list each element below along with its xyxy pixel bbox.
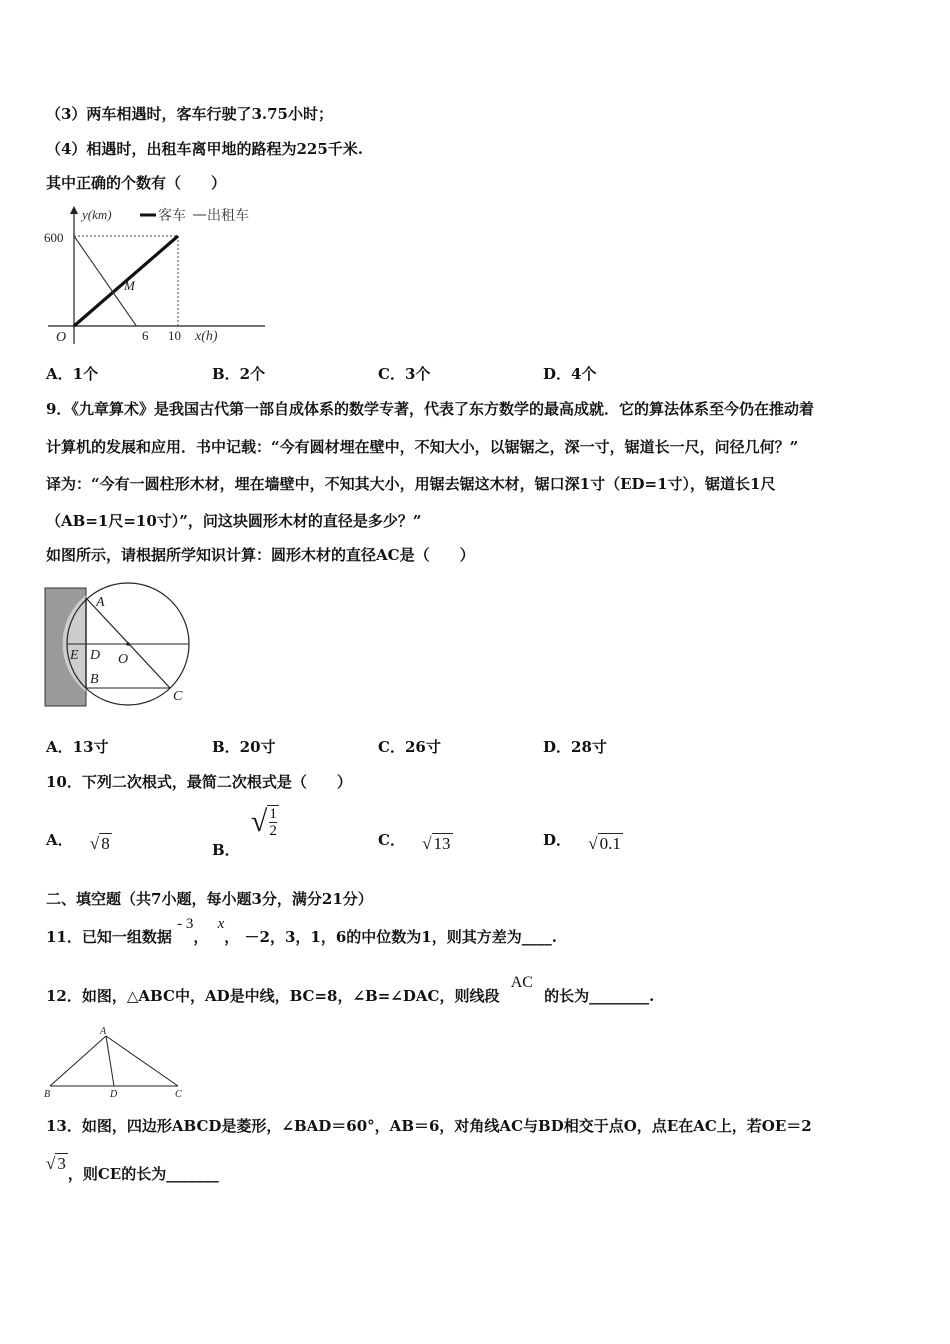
q11-sep-1: ， [193, 928, 209, 946]
q11-sep-2: ， [224, 928, 240, 946]
q11-suffix: －2，3，1，6的中位数为1，则其方差为____. [244, 928, 557, 946]
q13-suffix: ，则CE的长为_______ [67, 1165, 219, 1183]
median-ad [106, 1036, 114, 1086]
q8-option-b[interactable]: B．2个 [212, 365, 266, 383]
sqrt-fraction-expression: √ $\frac{1}{2}$ [250, 805, 277, 839]
chart-x-label: x(h) [195, 329, 218, 344]
label-o: O [118, 652, 129, 667]
radicand: 13 [433, 834, 451, 853]
chart-x-tick-6: 6 [142, 328, 149, 343]
sqrt-expression: √ 8 [89, 834, 110, 853]
sqrt-expression: √ 0.1 [588, 834, 621, 853]
q11-value-1: - 3 [177, 916, 194, 932]
label-b: B [44, 1089, 51, 1100]
q8-line-chart [40, 204, 270, 349]
chart-x-tick-10: 10 [168, 328, 181, 343]
q12-text [46, 974, 655, 1006]
q9-option-b[interactable]: B．20寸 [212, 738, 276, 756]
radicand: 8 [101, 834, 110, 853]
label-b: B [90, 672, 99, 687]
q9-text-line-3: 译为：“今有一圆柱形木材，埋在墙壁中，不知其大小，用锯去锯这木材，锯口深1寸（ED=1寸），锯道长1尺 [46, 475, 776, 493]
label-d: D [110, 1089, 118, 1100]
q12-suffix: 的长为________. [544, 987, 655, 1005]
q10-option-a[interactable] [46, 829, 112, 853]
q11-prefix: 11．已知一组数据 [46, 928, 172, 946]
label-e: E [70, 648, 79, 663]
chart-y-label: y(km) [82, 207, 112, 222]
option-label: C． [378, 831, 405, 849]
side-ab [50, 1036, 106, 1086]
chart-origin-label: O [56, 330, 67, 345]
q9-option-c[interactable]: C．26寸 [378, 738, 441, 756]
q9-option-d[interactable]: D．28寸 [543, 738, 607, 756]
q8-item-3: （3）两车相遇时，客车行驶了3.75小时； [46, 105, 333, 123]
label-a: A [100, 1026, 107, 1037]
label-d: D [90, 648, 101, 663]
option-label: B． [212, 841, 240, 859]
q12-prefix: 12．如图，△ABC中，AD是中线，BC=8，∠B=∠DAC，则线段 [46, 987, 500, 1005]
q11-text [46, 916, 557, 947]
q8-option-d[interactable]: D．4个 [543, 365, 597, 383]
chart-y-arrow [70, 206, 78, 214]
q12-segment: AC [510, 974, 533, 991]
numerator: 1 [269, 806, 277, 822]
side-ac [106, 1036, 178, 1086]
label-c: C [175, 1089, 182, 1100]
q8-option-a[interactable]: A．1个 [46, 365, 99, 383]
q13-text-line-2 [46, 1154, 219, 1184]
q9-option-a[interactable]: A．13寸 [46, 738, 109, 756]
q10-option-d[interactable] [543, 829, 623, 853]
option-label: A． [46, 831, 73, 849]
option-label: D． [543, 831, 572, 849]
q9-question: 如图所示，请根据所学知识计算：圆形木材的直径AC是（ ） [46, 546, 475, 564]
q10-option-b[interactable] [212, 805, 279, 859]
q13-text-line-1: 13．如图，四边形ABCD是菱形，∠BAD＝60°，AB＝6，对角线AC与BD相交于点O，点E在AC上，若OE＝2 [46, 1117, 812, 1135]
q8-question: 其中正确的个数有（ ） [46, 174, 227, 192]
q10-question: 10．下列二次根式，最简二次根式是（ ） [46, 773, 352, 791]
q8-item-4: （4）相遇时，出租车离甲地的路程为225千米. [46, 140, 363, 158]
label-c: C [173, 689, 183, 704]
q12-triangle-figure [40, 1024, 190, 1102]
legend-taxi-label: 出租车 [207, 209, 249, 224]
fraction [269, 806, 277, 839]
q9-text-line-1: 9．《九章算术》是我国古代第一部自成体系的数学专著，代表了东方数学的最高成就．它的算法体系至今仍在推动着 [46, 400, 814, 418]
q9-circle-figure [40, 580, 200, 712]
radicand: 3 [57, 1154, 66, 1173]
q13-sqrt-expression: √ 3 [46, 1154, 66, 1173]
q10-option-c[interactable] [378, 829, 453, 853]
center-point [126, 642, 130, 646]
sqrt-expression: √ 13 [422, 834, 451, 853]
chart-y-tick-600: 600 [44, 230, 64, 245]
chart-point-m: M [124, 278, 135, 293]
q11-value-x: x [217, 916, 225, 932]
section-2-heading: 二、填空题（共7小题，每小题3分，满分21分） [46, 890, 373, 908]
q9-text-line-2: 计算机的发展和应用．书中记载：“今有圆材埋在壁中，不知大小，以锯锯之，深一寸，锯道长一尺，问径几何？” [46, 438, 799, 456]
legend-bus-label: 客车 [158, 209, 186, 224]
q9-text-line-4: （AB=1尺=10寸）”，问这块圆形木材的直径是多少？” [46, 512, 422, 530]
radicand: 0.1 [599, 834, 621, 853]
denominator: 2 [269, 823, 277, 839]
label-a: A [96, 595, 105, 610]
q8-option-c[interactable]: C．3个 [378, 365, 431, 383]
